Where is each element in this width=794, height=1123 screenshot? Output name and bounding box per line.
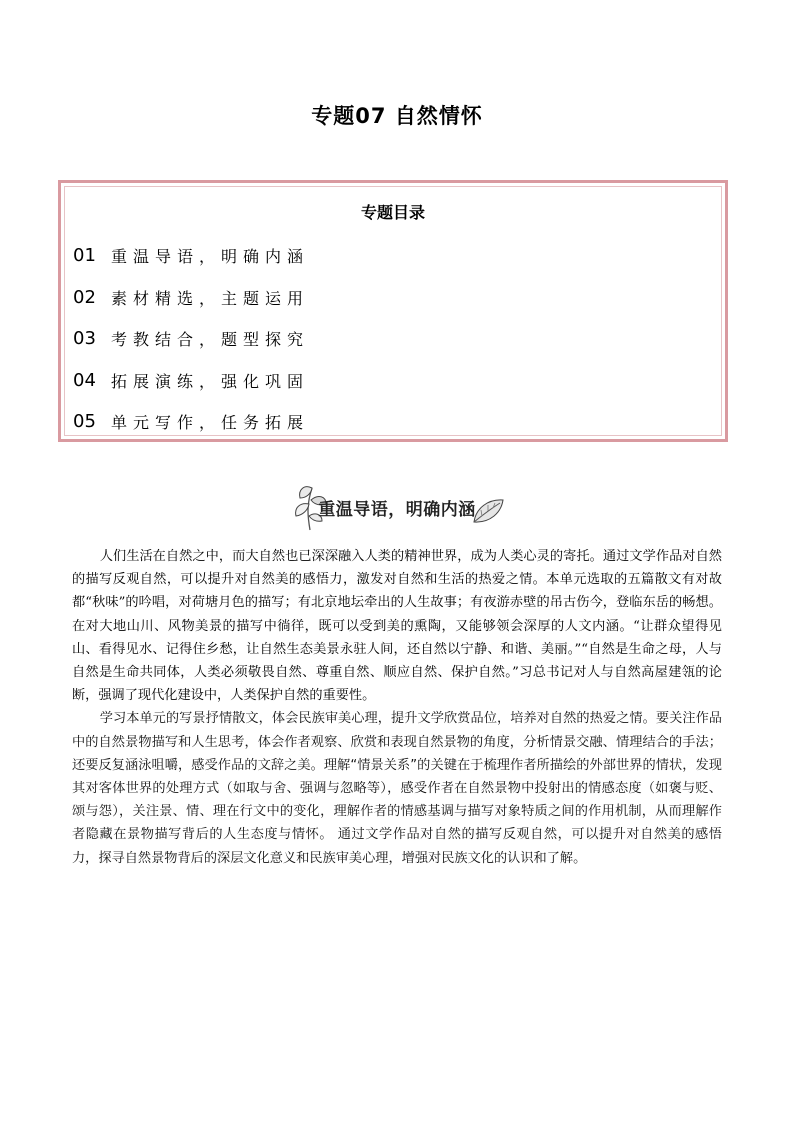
toc-item-label: 考教结合，题型探究 <box>111 330 310 350</box>
toc-item-label: 重温导语，明确内涵 <box>111 247 310 267</box>
intro-paragraph-1: 人们生活在自然之中，而大自然也已深深融入人类的精神世界，成为人类心灵的寄托。通过文学作品对自然的描写反观自然，可以提升对自然美的感悟力，激发对自然和生活的热爱之情。本单元选取的五篇散文有对故都“秋味”的吟唱，对荷塘月色的描写；有北京地坛牵出的人生故事；有夜游赤壁的吊古伤今，登临东岳的畅想。在对大地山川、风物美景的描写中徜徉，既可以受到美的熏陶，又能够领会深厚的人文内涵。“让群众望得见山、看得见水、记得住乡愁，让自然生态美景永驻人间，还自然以宁静、和谐、美丽。”“自然是生命之母，人与自然是生命共同体，人类必须敬畏自然、尊重自然、顺应自然、保护自然。”习总书记对人与自然高屋建瓴的论断，强调了现代化建设中，人类保护自然的重要性。 <box>72 549 722 704</box>
intro-text <box>72 545 722 870</box>
toc-box <box>58 180 728 442</box>
section-banner <box>0 478 794 538</box>
toc-item-02[interactable] <box>73 277 309 319</box>
intro-paragraph-2: 学习本单元的写景抒情散文，体会民族审美心理，提升文学欣赏品位，培养对自然的热爱之情。要关注作品中的自然景物描写和人生思考，体会作者观察、欣赏和表现自然景物的角度，分析情景交融、情理结合的手法；还要反复涵泳咀嚼，感受作品的文辞之美。理解“情景关系”的关键在于梳理作者所描绘的外部世界的情状，发现其对客体世界的处理方式（如取与舍、强调与忽略等），感受作者在自然景物中投射出的情感态度（如褒与贬、颂与怨），关注景、情、理在行文中的变化，理解作者的情感基调与描写对象特质之间的作用机制，从而理解作者隐藏在景物描写背后的人生态度与情怀。 通过文学作品对自然的描写反观自然，可以提升对自然美的感悟力，探寻自然景物背后的深层文化意义和民族审美心理，增强对民族文化的认识和了解。 <box>72 711 722 866</box>
toc-item-04[interactable] <box>73 360 309 402</box>
toc-item-label: 素材精选，主题运用 <box>111 288 310 308</box>
leaf-icon <box>470 496 506 526</box>
toc-item-01[interactable] <box>73 235 309 277</box>
toc-item-label: 单元写作，任务拓展 <box>111 413 310 433</box>
toc-item-05[interactable] <box>73 401 309 443</box>
toc-item-number: 01 <box>73 245 96 267</box>
toc-heading: 专题目录 <box>360 203 425 222</box>
section-title: 重温导语，明确内涵 <box>318 500 476 520</box>
toc-item-03[interactable] <box>73 318 309 360</box>
toc-item-number: 04 <box>73 369 96 391</box>
toc-item-number: 05 <box>73 411 96 433</box>
toc-item-number: 03 <box>73 328 96 350</box>
toc-item-number: 02 <box>73 286 96 308</box>
toc-item-label: 拓展演练，强化巩固 <box>111 371 310 391</box>
toc-list <box>73 235 309 443</box>
page-title: 专题07 自然情怀 <box>311 104 483 128</box>
